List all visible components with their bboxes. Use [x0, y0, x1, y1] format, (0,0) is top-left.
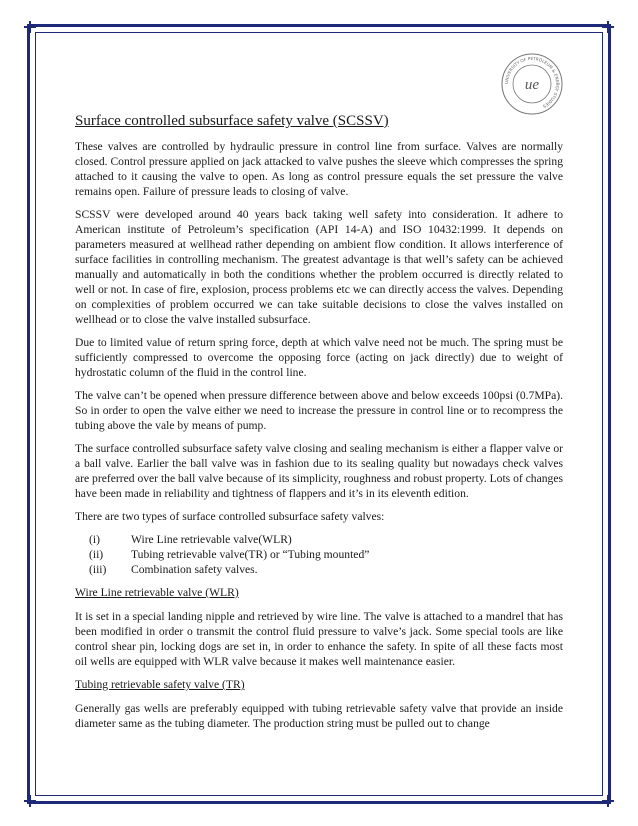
list-item-number: (i) — [89, 533, 100, 546]
paragraph: There are two types of surface controlled subsurface safety valves: — [75, 510, 385, 523]
paragraph: The valve can’t be opened when pressure difference between above and below exceeds 100psi (0.7MPa). So in order to open the valve either we need to increase the pressure in control line or to recompress the tubing above the vale by means of pump. — [75, 389, 563, 432]
list-item-number: (ii) — [89, 548, 104, 561]
list-item — [75, 547, 563, 562]
list-item-text: Tubing retrievable valve(TR) or “Tubing mounted” — [131, 548, 370, 561]
corner-ornament-top-right — [602, 21, 614, 33]
list-item-number: (iii) — [89, 563, 107, 576]
list-item-text: Combination safety valves. — [131, 563, 258, 576]
logo-glyph: ue — [524, 77, 540, 93]
document-title: Surface controlled subsurface safety valve (SCSSV) — [75, 113, 389, 129]
corner-ornament-top-left — [24, 21, 36, 33]
corner-ornament-bottom-left — [24, 795, 36, 807]
paragraph: SCSSV were developed around 40 years back taking well safety into consideration. It adhere to American institute of Petroleum’s specification (API 14-A) and ISO 10432:1999. It depends on parameters measured at wellhead rather depending on ambient flow condition. It allows interference of surface facilities in controlling mechanism. The greatest advantage is that well’s safety can be achieved manually and automatically in both the conditions whether the problem occurred is directly related to well or not. In case of fire, explosion, process problems etc we can directly access the valves. Depending on complexities of problem occurred we can take suitable decisions to close the valves installed on wellhead or to close the valve installed subsurface. — [75, 208, 563, 326]
valve-types-list — [75, 532, 563, 577]
university-logo — [500, 52, 564, 116]
list-item-text: Wire Line retrievable valve(WLR) — [131, 533, 292, 546]
list-item — [75, 562, 563, 577]
paragraph: Due to limited value of return spring force, depth at which valve need not be much. The spring must be sufficiently compressed to overcome the opposing force (acting on jack directly) due to weight of hydrostatic column of the fluid in the control line. — [75, 336, 563, 379]
corner-ornament-bottom-right — [602, 795, 614, 807]
paragraph: These valves are controlled by hydraulic pressure in control line from surface. Valves are normally closed. Control pressure applied on jack attacked to valve pushes the sleeve which compresses the spring attached to it causing the valve to open. As long as control pressure equals the set pressure the valve remains open. Failure of pressure leads to closing of valve. — [75, 140, 563, 198]
section-heading-wlr: Wire Line retrievable valve (WLR) — [75, 586, 239, 599]
svg-text:UNIVERSITY OF PETROLEUM & ENER: UNIVERSITY OF PETROLEUM & ENERGY STUDIES — [503, 55, 561, 110]
paragraph-tr: Generally gas wells are preferably equipped with tubing retrievable safety valve that provide an inside diameter same as the tubing diameter. The production string must be pulled out to change — [75, 702, 563, 730]
paragraph: The surface controlled subsurface safety valve closing and sealing mechanism is either a flapper valve or a ball valve. Earlier the ball valve was in fashion due to its sealing quality but nowadays check valves are preferred over the ball valve because of its simplicity, roughness and robust property. Lots of changes have been made in reliability and tightness of flappers and it’s in its eleventh edition. — [75, 442, 563, 500]
document-body — [75, 114, 563, 739]
section-heading-tr: Tubing retrievable safety valve (TR) — [75, 678, 245, 691]
paragraph-wlr: It is set in a special landing nipple and retrieved by wire line. The valve is attached to a mandrel that has been modified in order o transmit the control fluid pressure to valve’s jack. Some special tools are like control shear pin, locking dogs are set in, in order to enhance the safety. In spite of all these facts most oil wells are equipped with WLR valve because it makes well maintenance easier. — [75, 610, 563, 668]
list-item — [75, 532, 563, 547]
